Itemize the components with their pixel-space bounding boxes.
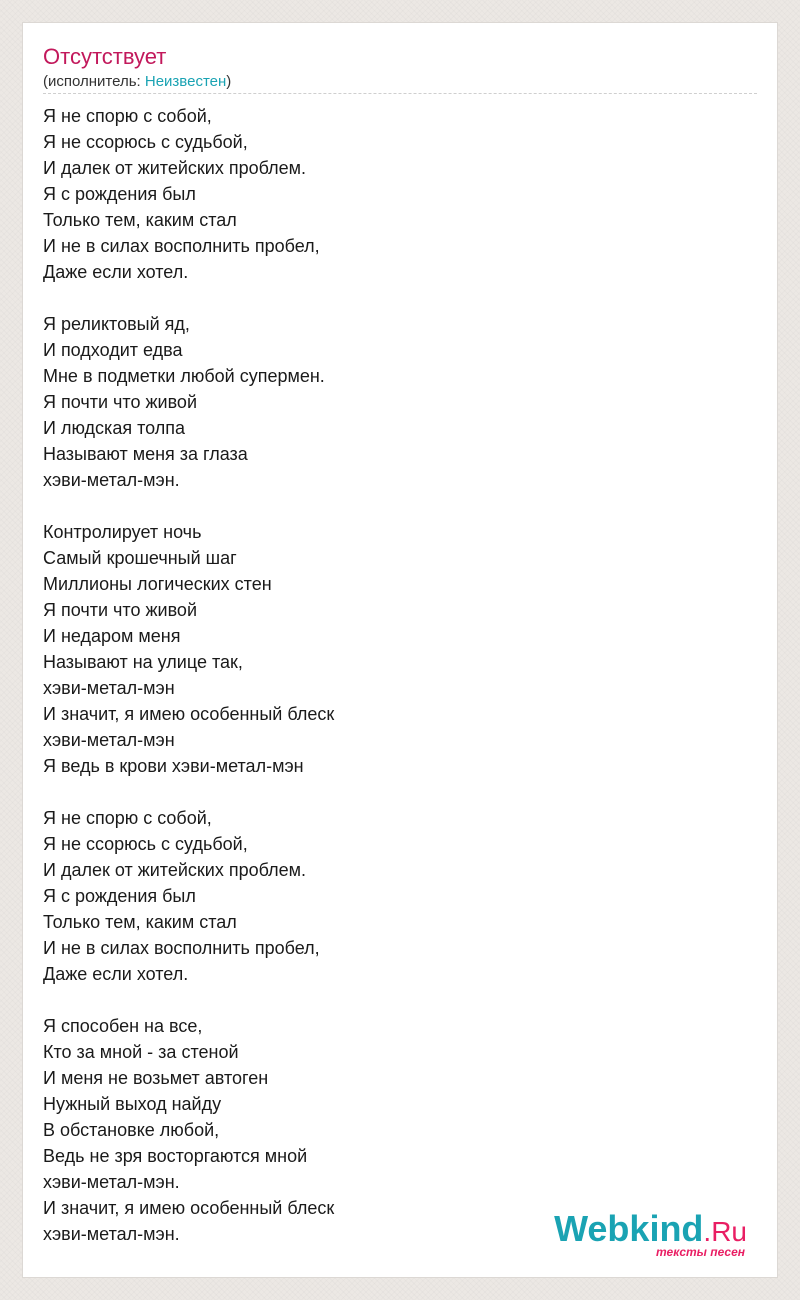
logo-tagline: тексты песен	[656, 1245, 745, 1259]
lyric-line: хэви-метал-мэн.	[43, 1172, 180, 1192]
lyric-line: хэви-метал-мэн	[43, 678, 175, 698]
lyric-line: Я не ссорюсь с судьбой,	[43, 834, 248, 854]
song-title: Отсутствует	[43, 44, 167, 69]
lyric-line: Нужный выход найду	[43, 1094, 222, 1114]
lyric-line: Я не ссорюсь с судьбой,	[43, 132, 248, 152]
lyric-line: Я почти что живой	[43, 600, 197, 620]
lyric-line: И недаром меня	[43, 626, 181, 646]
lyrics-card	[22, 22, 778, 1278]
lyric-line: Даже если хотел.	[43, 262, 189, 282]
stanza	[43, 311, 743, 493]
lyric-line: Контролирует ночь	[43, 522, 202, 542]
lyric-line: Я не спорю с собой,	[43, 106, 212, 126]
lyrics-body	[43, 103, 743, 1273]
artist-link[interactable]: Неизвестен	[144, 73, 227, 90]
lyric-line: Мне в подметки любой супермен.	[43, 366, 325, 386]
webkind-logo[interactable]	[554, 1208, 747, 1259]
artist-line	[43, 72, 231, 92]
lyric-line: Я способен на все,	[43, 1016, 203, 1036]
artist-suffix: )	[226, 73, 232, 90]
lyric-line: И значит, я имею особенный блеск	[43, 704, 335, 724]
lyric-line: И значит, я имею особенный блеск	[43, 1198, 335, 1218]
lyric-line: И не в силах восполнить пробел,	[43, 236, 320, 256]
lyric-line: Я с рождения был	[43, 184, 196, 204]
lyric-line: хэви-метал-мэн	[43, 730, 175, 750]
lyric-line: хэви-метал-мэн.	[43, 1224, 180, 1244]
stanza	[43, 805, 743, 987]
lyric-line: И подходит едва	[43, 340, 183, 360]
lyric-line: Называют на улице так,	[43, 652, 243, 672]
title-divider	[43, 93, 757, 94]
lyric-line: Самый крошечный шаг	[43, 548, 237, 568]
lyric-line: Я не спорю с собой,	[43, 808, 212, 828]
lyric-line: И далек от житейских проблем.	[43, 158, 306, 178]
lyric-line: Я почти что живой	[43, 392, 197, 412]
lyric-line: Даже если хотел.	[43, 964, 189, 984]
lyric-line: Ведь не зря восторгаются мной	[43, 1146, 308, 1166]
lyric-line: Кто за мной - за стеной	[43, 1042, 239, 1062]
lyric-line: Только тем, каким стал	[43, 210, 237, 230]
lyric-line: И далек от житейских проблем.	[43, 860, 306, 880]
stanza	[43, 519, 743, 779]
lyric-line: Только тем, каким стал	[43, 912, 237, 932]
stanza	[43, 103, 743, 285]
logo-main-text: Webkind	[554, 1208, 704, 1249]
lyric-line: Я реликтовый яд,	[43, 314, 190, 334]
artist-prefix: (исполнитель:	[43, 73, 145, 90]
lyric-line: Я с рождения был	[43, 886, 196, 906]
lyric-line: И людская толпа	[43, 418, 185, 438]
lyric-line: В обстановке любой,	[43, 1120, 220, 1140]
lyric-line: И меня не возьмет автоген	[43, 1068, 269, 1088]
lyric-line: И не в силах восполнить пробел,	[43, 938, 320, 958]
lyric-line: Я ведь в крови хэви-метал-мэн	[43, 756, 304, 776]
lyric-line: хэви-метал-мэн.	[43, 470, 180, 490]
lyric-line: Миллионы логических стен	[43, 574, 272, 594]
logo-suffix: .Ru	[703, 1216, 747, 1247]
lyric-line: Называют меня за глаза	[43, 444, 248, 464]
